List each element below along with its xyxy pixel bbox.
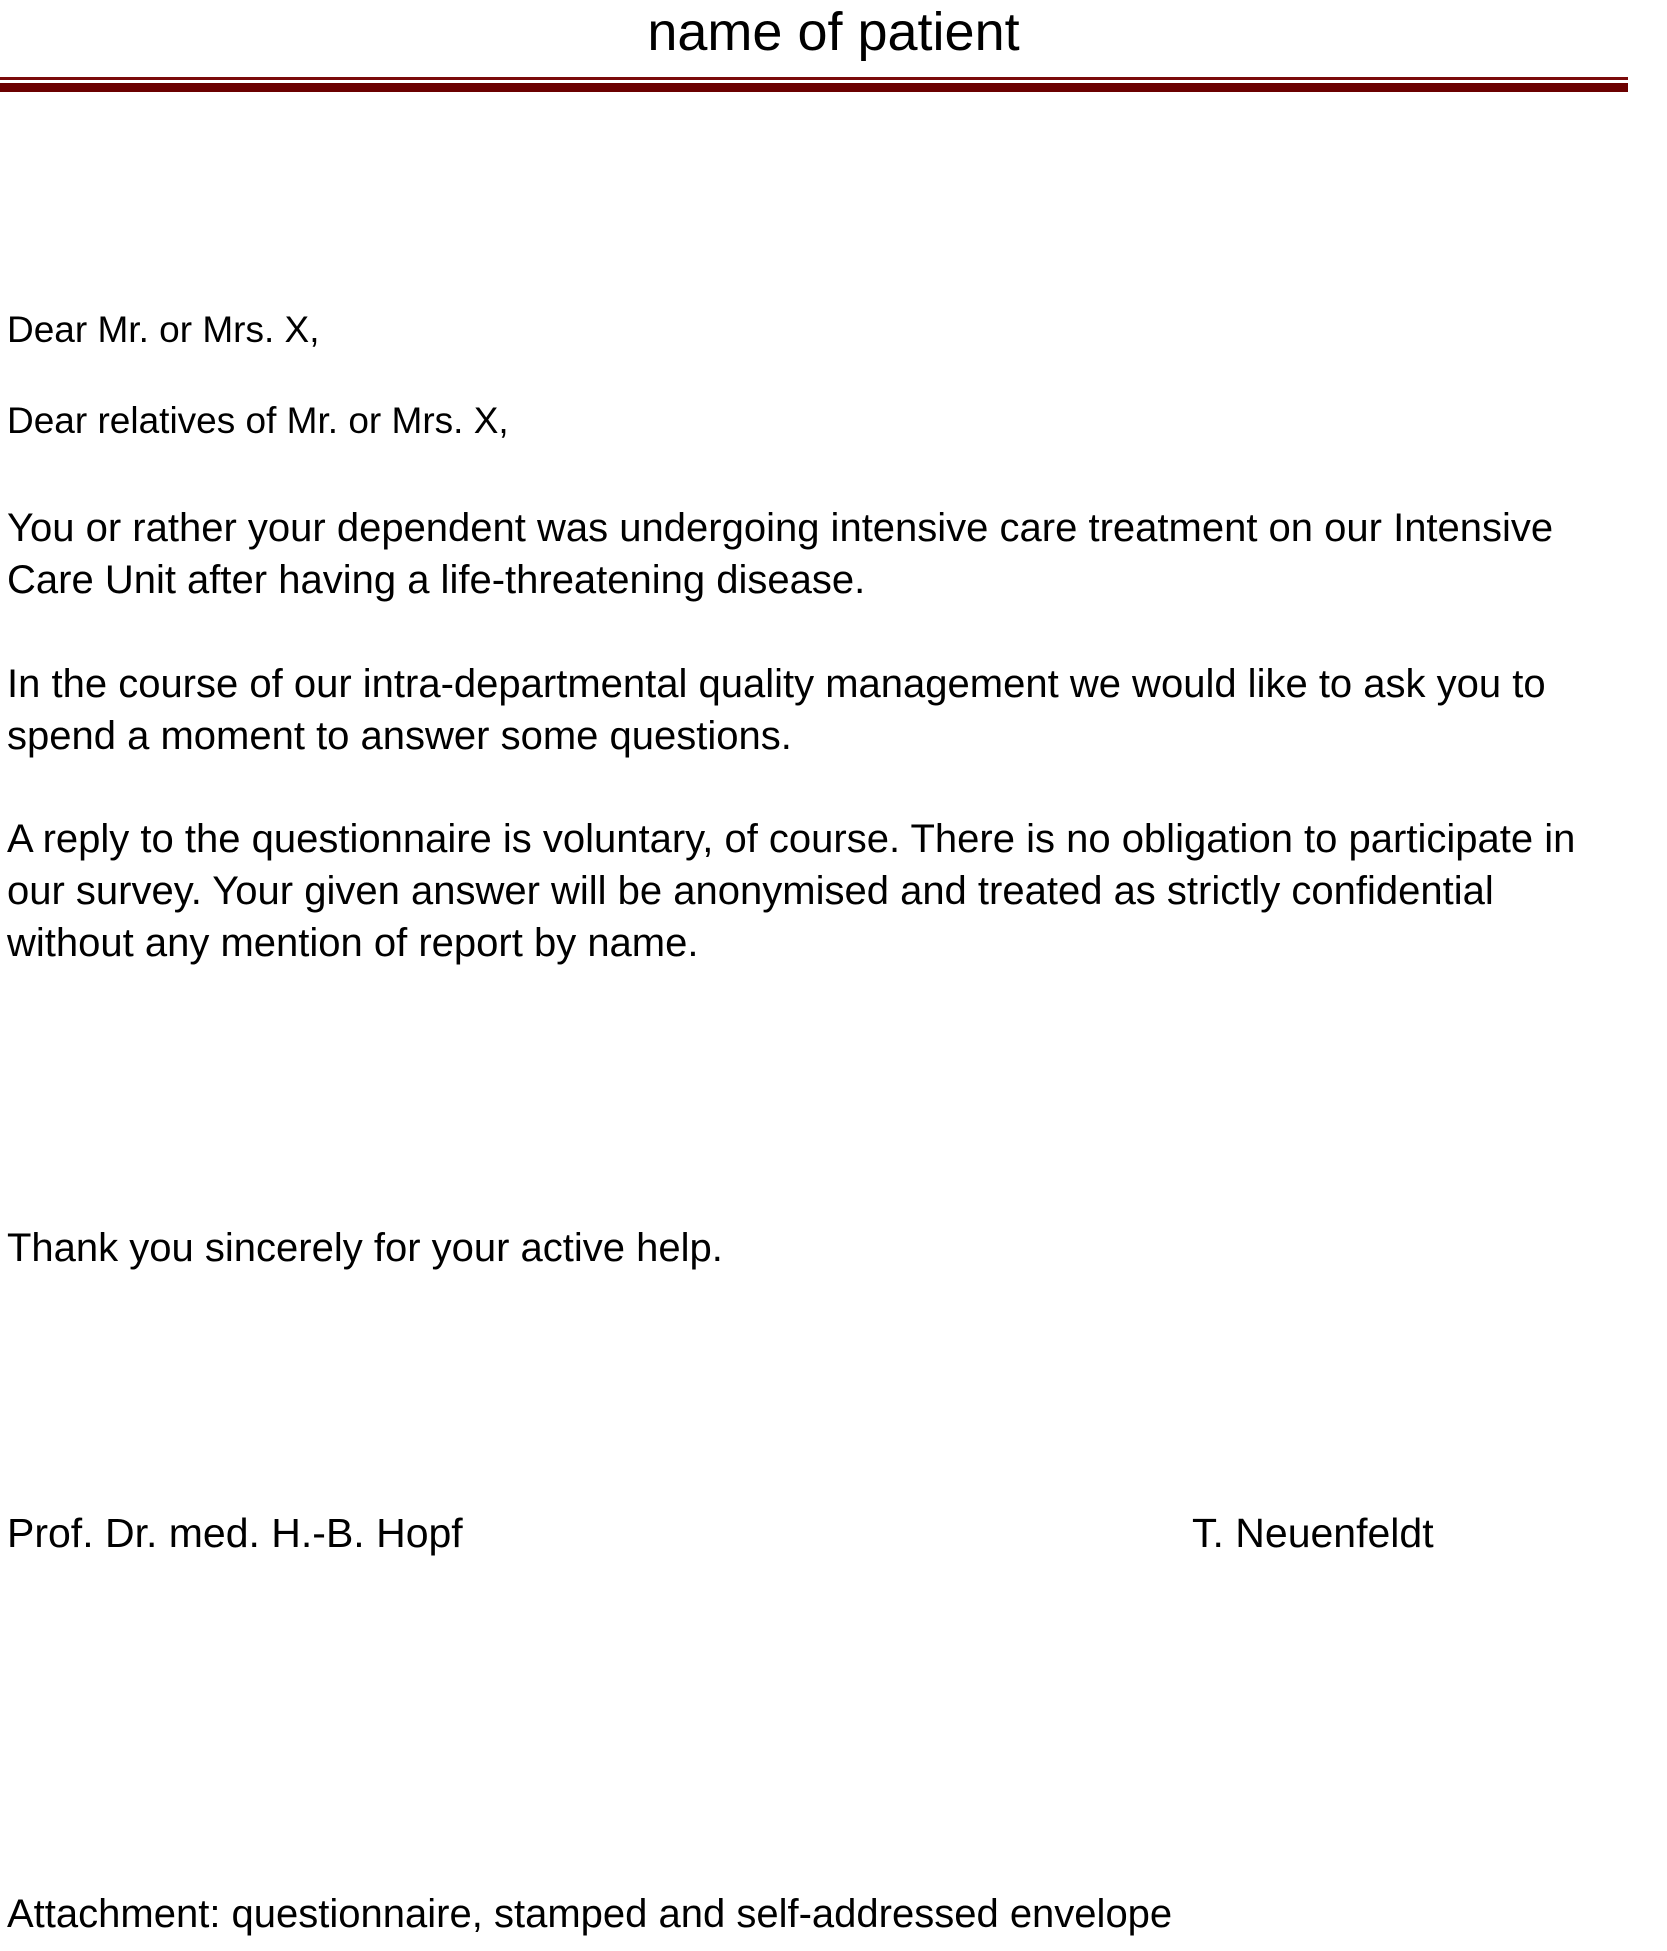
paragraph-line: A reply to the questionnaire is voluntary, of course. There is no obligation to participate in [7, 817, 1576, 861]
paragraph-line: without any mention of report by name. [7, 921, 699, 965]
header-rule-thin [0, 77, 1628, 80]
paragraph-voluntary [7, 813, 1575, 969]
paragraph-line: spend a moment to answer some questions. [7, 714, 792, 758]
paragraph-request [7, 658, 1546, 762]
paragraph-intro [7, 502, 1553, 606]
signatory-right: T. Neuenfeldt [1192, 1510, 1434, 1556]
paragraph-line: our survey. Your given answer will be anonymised and treated as strictly confidential [7, 869, 1494, 913]
header-rule-thick [0, 83, 1628, 92]
salutation-line-1: Dear Mr. or Mrs. X, [7, 309, 320, 350]
closing-line: Thank you sincerely for your active help. [7, 1226, 723, 1270]
paragraph-line: Care Unit after having a life-threatening disease. [7, 558, 866, 602]
page-title: name of patient [647, 2, 1020, 62]
paragraph-line: In the course of our intra-departmental quality management we would like to ask you to [7, 662, 1546, 706]
paragraph-line: You or rather your dependent was undergoing intensive care treatment on our Intensive [7, 506, 1554, 550]
signatory-left: Prof. Dr. med. H.-B. Hopf [7, 1510, 463, 1556]
attachment-note: Attachment: questionnaire, stamped and self-addressed envelope [7, 1892, 1173, 1936]
salutation-line-2: Dear relatives of Mr. or Mrs. X, [7, 400, 509, 441]
